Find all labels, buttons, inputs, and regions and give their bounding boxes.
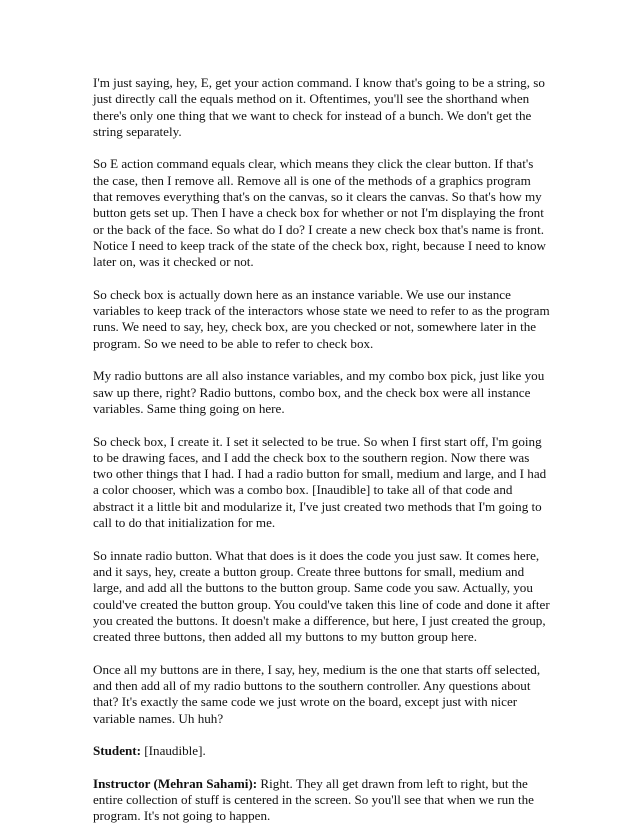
student-turn-text: [Inaudible]. xyxy=(141,743,206,759)
student-speaker-label: Student: xyxy=(93,743,142,759)
instructor-turn-text: Right. They all get drawn from left to right, but the entire collection of stuff is centered in the screen. So you'll see that when we run the program. It's not going to happen. xyxy=(93,775,534,824)
paragraph-5: So check box, I create it. I set it selected to be true. So when I first start off, I'm going to be drawing faces, and I add the check box to the southern region. Now there was two other things that I had. I had a radio button for small, medium and large, and I had a color chooser, which was a combo box. [Inaudible] to take all of that code and abstract it a little bit and modularize it, I've just created two methods that I'm going to call to do that initialization for me. xyxy=(93,433,547,531)
paragraph-4: My radio buttons are all also instance variables, and my combo box pick, just like you saw up there, right? Radio buttons, combo box, and the check box were all instance variables. Same thing going on here. xyxy=(93,368,545,416)
paragraph-1: I'm just saying, hey, E, get your action command. I know that's going to be a string, so just directly call the equals method on it. Oftentimes, you'll see the shorthand when there's only one thing that we want to check for instead of a bunch. We don't get the string separately. xyxy=(93,75,545,139)
paragraph-7: Once all my buttons are in there, I say, hey, medium is the one that starts off selected, and then add all of my radio buttons to the southern controller. Any questions about that? It's exactly the same code we just wrote on the board, except just with nicer variable names. Uh huh? xyxy=(93,661,541,726)
paragraph-3: So check box is actually down here as an instance variable. We use our instance variables to keep track of the interactors whose state we need to refer to as the program runs. We need to say, hey, check box, are you checked or not, somewhere later in the program. So we need to be able to refer to check box. xyxy=(93,286,550,351)
paragraph-2: So E action command equals clear, which means they click the clear button. If that's the case, then I remove all. Remove all is one of the methods of a graphics program that removes everything that's on the canvas, so it clears the canvas. So that's how my button gets set up. Then I have a check box for whether or not I'm displaying the front or the back of the face. So what do I do? I create a new check box that's name is front. Notice I need to keep track of the state of the check box, right, because I need to know later on, was it checked or not. xyxy=(93,156,547,270)
student-turn xyxy=(93,743,552,759)
instructor-speaker-label: Instructor (Mehran Sahami): xyxy=(93,775,258,791)
paragraph-6: So innate radio button. What that does is it does the code you just saw. It comes here, and it says, hey, create a button group. Create three buttons for small, medium and large, and add all the buttons to the button group. Same code you saw. Actually, you could've created the button group. You could've taken this line of code and done it after you created the buttons. It doesn't make a difference, but here, I just created the group, created three buttons, then added all my buttons to my button group here. xyxy=(93,547,550,645)
instructor-turn xyxy=(93,776,552,825)
